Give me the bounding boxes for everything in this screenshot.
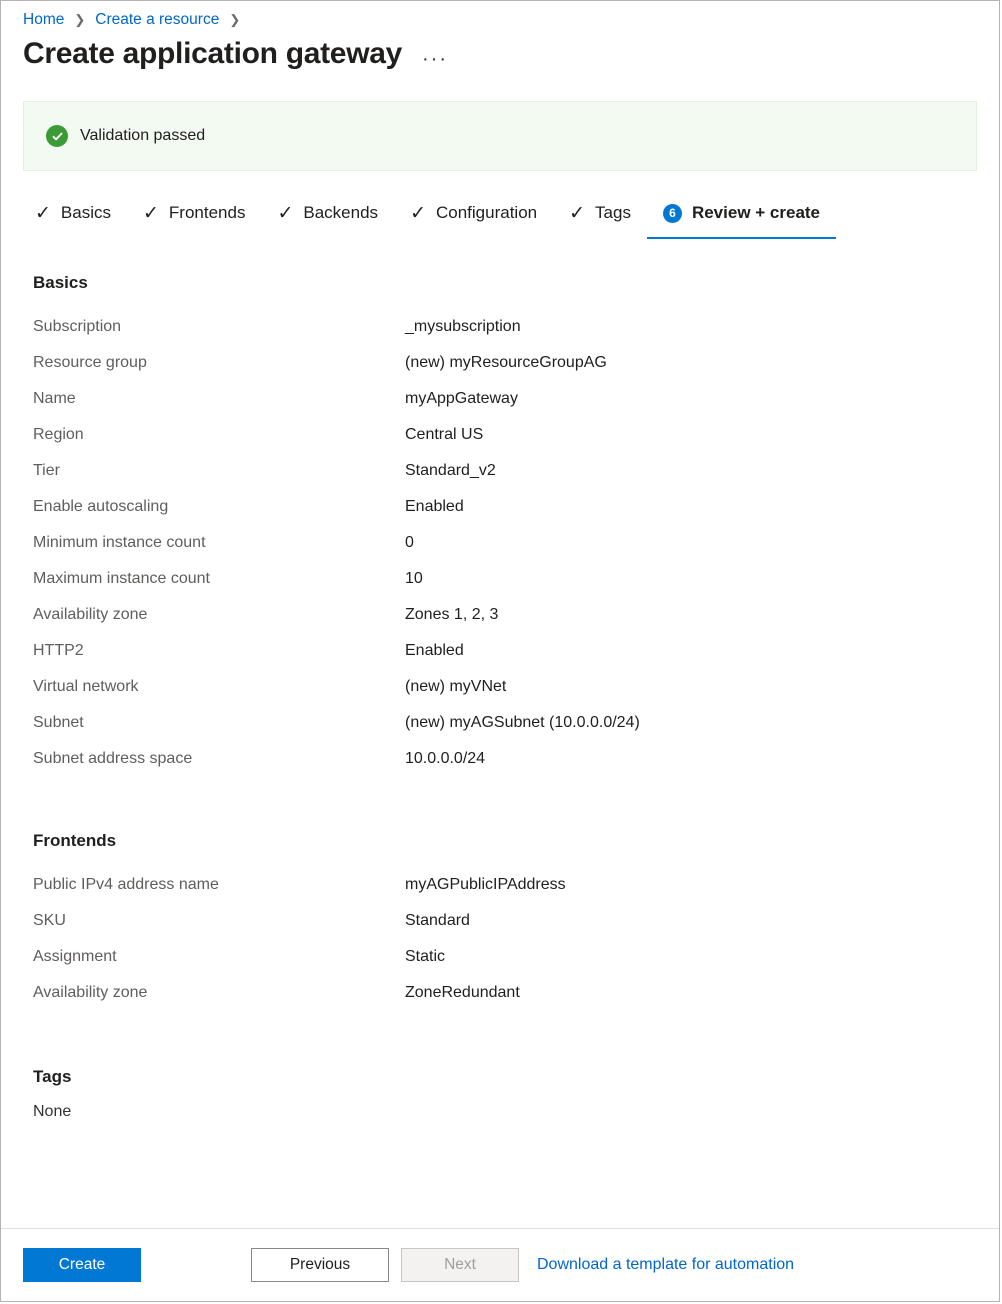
summary-row-tier xyxy=(33,453,999,489)
section-tags-title: Tags xyxy=(33,1067,72,1086)
check-icon: ✓ xyxy=(277,202,294,224)
row-key: Subnet xyxy=(33,714,84,731)
section-basics-title: Basics xyxy=(33,273,88,292)
row-value: Enabled xyxy=(405,498,464,515)
download-template-link[interactable]: Download a template for automation xyxy=(537,1256,795,1273)
row-value: Standard_v2 xyxy=(405,462,496,479)
summary-row-public-ipv4-address-name xyxy=(33,867,999,903)
step-number-badge: 6 xyxy=(663,204,682,223)
previous-button[interactable]: Previous xyxy=(251,1248,389,1282)
check-circle-icon xyxy=(46,125,68,147)
summary-row-minimum-instance-count xyxy=(33,525,999,561)
breadcrumb xyxy=(1,1,999,29)
row-key: Availability zone xyxy=(33,984,148,1001)
more-options-icon[interactable]: ··· xyxy=(422,48,448,70)
row-key: SKU xyxy=(33,912,66,929)
row-value: Static xyxy=(405,948,446,965)
section-frontends xyxy=(1,831,999,1011)
check-icon: ✓ xyxy=(569,202,586,224)
row-key: Name xyxy=(33,390,76,407)
row-value: myAGPublicIPAddress xyxy=(405,876,566,893)
breadcrumb-chevron-icon: ❯ xyxy=(74,12,86,27)
row-value: 10 xyxy=(405,570,423,587)
title-row xyxy=(1,29,999,71)
section-tags xyxy=(1,1067,999,1121)
row-value: Enabled xyxy=(405,642,464,659)
check-icon: ✓ xyxy=(410,202,426,224)
summary-row-frontend-availability-zone xyxy=(33,975,999,1011)
row-key: Tier xyxy=(33,462,60,479)
breadcrumb-item-create-a-resource[interactable]: Create a resource xyxy=(95,11,220,28)
row-key: HTTP2 xyxy=(33,642,84,659)
validation-status-text: Validation passed xyxy=(80,127,206,144)
summary-row-resource-group xyxy=(33,345,999,381)
summary-row-http2 xyxy=(33,633,999,669)
blade-content xyxy=(1,1,999,1228)
tab-frontends-label: Frontends xyxy=(168,203,246,222)
row-value: Central US xyxy=(405,426,484,443)
row-key: Subscription xyxy=(33,318,122,335)
breadcrumb-chevron-icon-2: ❯ xyxy=(229,12,241,27)
next-button: Next xyxy=(401,1248,519,1282)
row-key: Subnet address space xyxy=(33,750,193,767)
tab-tags[interactable] xyxy=(553,197,647,239)
row-key: Public IPv4 address name xyxy=(33,876,219,893)
check-icon: ✓ xyxy=(35,202,51,224)
summary-row-availability-zone xyxy=(33,597,999,633)
row-key: Minimum instance count xyxy=(33,534,206,551)
breadcrumb-item-home[interactable]: Home xyxy=(23,11,65,28)
summary-row-maximum-instance-count xyxy=(33,561,999,597)
page-title: Create application gateway xyxy=(23,37,402,70)
row-key: Virtual network xyxy=(33,678,139,695)
summary-row-sku xyxy=(33,903,999,939)
tab-review-create-label: Review + create xyxy=(691,203,821,222)
tab-review-create[interactable] xyxy=(647,197,836,239)
summary-row-subscription xyxy=(33,309,999,345)
row-value: 10.0.0.0/24 xyxy=(405,750,486,767)
row-key: Region xyxy=(33,426,84,443)
summary-row-enable-autoscaling xyxy=(33,489,999,525)
blade-footer xyxy=(1,1228,999,1301)
row-value: (new) myResourceGroupAG xyxy=(405,354,607,371)
row-value: Standard xyxy=(405,912,470,929)
summary-row-virtual-network xyxy=(33,669,999,705)
tab-tags-label: Tags xyxy=(595,203,631,222)
row-value: 0 xyxy=(405,534,414,551)
summary-row-name xyxy=(33,381,999,417)
tab-backends[interactable] xyxy=(261,197,394,239)
validation-banner xyxy=(23,101,977,171)
row-value: _mysubscription xyxy=(405,318,521,335)
summary-row-subnet xyxy=(33,705,999,741)
row-value: ZoneRedundant xyxy=(405,984,520,1001)
tab-backends-label: Backends xyxy=(303,203,379,222)
row-key: Assignment xyxy=(33,948,117,965)
summary-row-subnet-address-space xyxy=(33,741,999,777)
row-key: Availability zone xyxy=(33,606,148,623)
summary-row-region xyxy=(33,417,999,453)
tab-configuration[interactable] xyxy=(394,197,553,239)
tags-empty-text: None xyxy=(33,1103,72,1120)
create-button[interactable]: Create xyxy=(23,1248,141,1282)
row-key: Enable autoscaling xyxy=(33,498,169,515)
row-value: myAppGateway xyxy=(405,390,518,407)
tab-basics-label: Basics xyxy=(60,203,111,222)
tab-frontends[interactable] xyxy=(127,197,261,239)
section-frontends-title: Frontends xyxy=(33,831,117,850)
wizard-tabs xyxy=(1,171,999,239)
section-basics xyxy=(1,273,999,777)
tab-basics[interactable] xyxy=(23,197,127,239)
summary-row-assignment xyxy=(33,939,999,975)
row-value: (new) myVNet xyxy=(405,678,507,695)
row-value: (new) myAGSubnet (10.0.0.0/24) xyxy=(405,714,640,731)
tab-configuration-label: Configuration xyxy=(435,203,538,222)
row-key: Maximum instance count xyxy=(33,570,210,587)
row-key: Resource group xyxy=(33,354,147,371)
row-value: Zones 1, 2, 3 xyxy=(405,606,499,623)
check-icon: ✓ xyxy=(143,202,159,224)
